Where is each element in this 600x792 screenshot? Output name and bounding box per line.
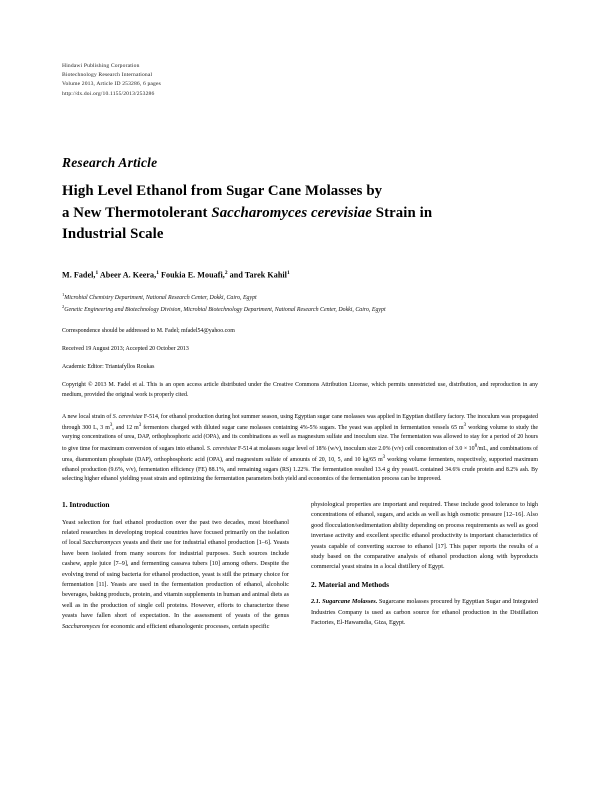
correspondence: Correspondence should be addressed to M. Fadel; mfadel54@yahoo.com: [62, 328, 235, 335]
copyright-notice: Copyright © 2013 M. Fadel et al. This is an open access article distributed under the Creative Commons Attribution License, which permits unrestricted use, distribution, and reproduction in any medium, provided the original work is properly cited.: [62, 382, 538, 399]
abstract: A new local strain of S. cerevisiae F-514, for ethanol production during hot summer season, using Egyptian sugar cane molasses was applied in Egyptian distillery factory. The inoculum was propagated through 300 L, 3 $m^3$, and 12 $m^3$ fermentors charged with diluted sugar cane molasses containing 4%-5% sugars. The yeast was applied in fermentation vessels 65 $m^3$ working volume to study the varying concentrations of urea, DAP, orthophosphoric acid (OPA), and its combinations as well as magnesium sulfate and inoculum size. The fermentation was allowed to stay for a period of 20 hours to give time for maximum conversion of sugars into ethanol. S. cerevisiae F-514 at molasses sugar level of 18% (w/v), inoculum size 2.0% (v/v) cell concentration of $3.0 \times 10^8/mL$, and combinations of urea, diammonium phosphate (DAP), orthophosphoric acid (OPA), and magnesium sulfate of amounts of 20, 10, 5, and 10 kg/65 $m^3$ working volume fermenters, respectively, supported maximum ethanol production (9.6%, v/v), fermentation efficiency (FE) 88.1%, and remaining sugars (RS) 1.22%. The fermentation resulted 13.4 g dry yeast/L contained 34.6% crude protein and 8.2% ash. By selecting higher ethanol yielding yeast strain and optimizing the fermentation parameters both yield and economics of the fermentation process can be improved.: [62, 413, 539, 483]
title-line-2-post: Strain in: [371, 204, 433, 221]
article-type: Research Article: [62, 155, 158, 171]
title-species-name: Saccharomyces cerevisiae: [211, 204, 372, 221]
intro-paragraph: Yeast selection for fuel ethanol production over the past two decades, most bioethanol related researches in developing tropical countries have focused primarily on the isolation of local Saccharomyces yeasts and their use for industrial ethanol production [1–6]. Yeasts have been isolated from many sources for industrial purposes. Such sources include cashew, apple juice [7–9], and fermenting cassava tubers [10] among others. Despite the evolving trend of using bacteria for ethanol production, yeast is still the primary choice for fermentation [11]. Yeasts are used in the fermentation production of ethanol, alcoholic beverages, baking products, protein, and vitamin supplements in human and animal diets as well as in the production of single cell proteins. However, efforts to characterize these yeasts have fallen short of expectation. In the assessment of yeasts of the genus Saccharomyces for economic and efficient ethanologenic processes, certain specific: [62, 518, 289, 630]
body-columns: [62, 500, 538, 639]
intro-continued-paragraph: physiological properties are important and required. These include good tolerance to high concentrations of ethanol, sugars, and acids as well as high osmotic pressure [12–16]. Also good flocculation/sedimentation ability depending on process requirements as well as good invertase activity and excellent specific ethanol productivity is important characteristics of yeasts capable of converting sucrose to ethanol [17]. This paper reports the results of a study based on the comparative analysis of ethanol production along with byproducts commercial yeast strains in a local distillery of Egypt.: [311, 501, 538, 571]
column-left: [62, 500, 289, 639]
affiliations: [62, 291, 538, 315]
journal-name: Biotechnology Research International: [62, 72, 153, 79]
title-line-3: Industrial Scale: [62, 226, 164, 243]
title-line-1: High Level Ethanol from Sugar Cane Molasses by: [62, 183, 383, 200]
subsection-text: Sugarcane molasses procured by Egyptian Sugar and Integrated Industries Company is used as carbon source for ethanol production in the Distillation Factories, El-Hawamdia, Giza, Egypt.: [311, 598, 539, 627]
page-title: [62, 181, 538, 245]
volume-info: Volume 2013, Article ID 253286, 6 pages: [62, 81, 161, 88]
affiliation-2: $^2$Genetic Engineering and Biotechnology Division, Microbial Biotechnology Department, National Research Center, Dokki, Cairo, Egypt: [62, 304, 386, 314]
submission-dates: Received 19 August 2013; Accepted 20 October 2013: [62, 346, 189, 353]
subsection-heading: 2.1. Sugarcane Molasses.: [311, 598, 378, 606]
doi-link[interactable]: http://dx.doi.org/10.1155/2013/253286: [62, 91, 155, 98]
section-heading-introduction: 1. Introduction: [62, 500, 110, 509]
section-heading-materials-methods: 2. Material and Methods: [311, 579, 390, 589]
academic-editor: Academic Editor: Triantafyllos Roukas: [62, 364, 155, 371]
author-list: M. Fadel,$^1$ Abeer A. Keera,$^1$ Foukia E. Mouafi,$^2$ and Tarek Kahil$^1$: [62, 269, 290, 280]
column-right: [311, 500, 538, 639]
publisher-block: [62, 62, 538, 99]
affiliation-1: $^1$Microbial Chemistry Department, National Research Center, Dokki, Cairo, Egypt: [62, 292, 257, 302]
publisher-name: Hindawi Publishing Corporation: [62, 63, 140, 69]
title-line-2-pre: a New Thermotolerant: [62, 204, 212, 221]
